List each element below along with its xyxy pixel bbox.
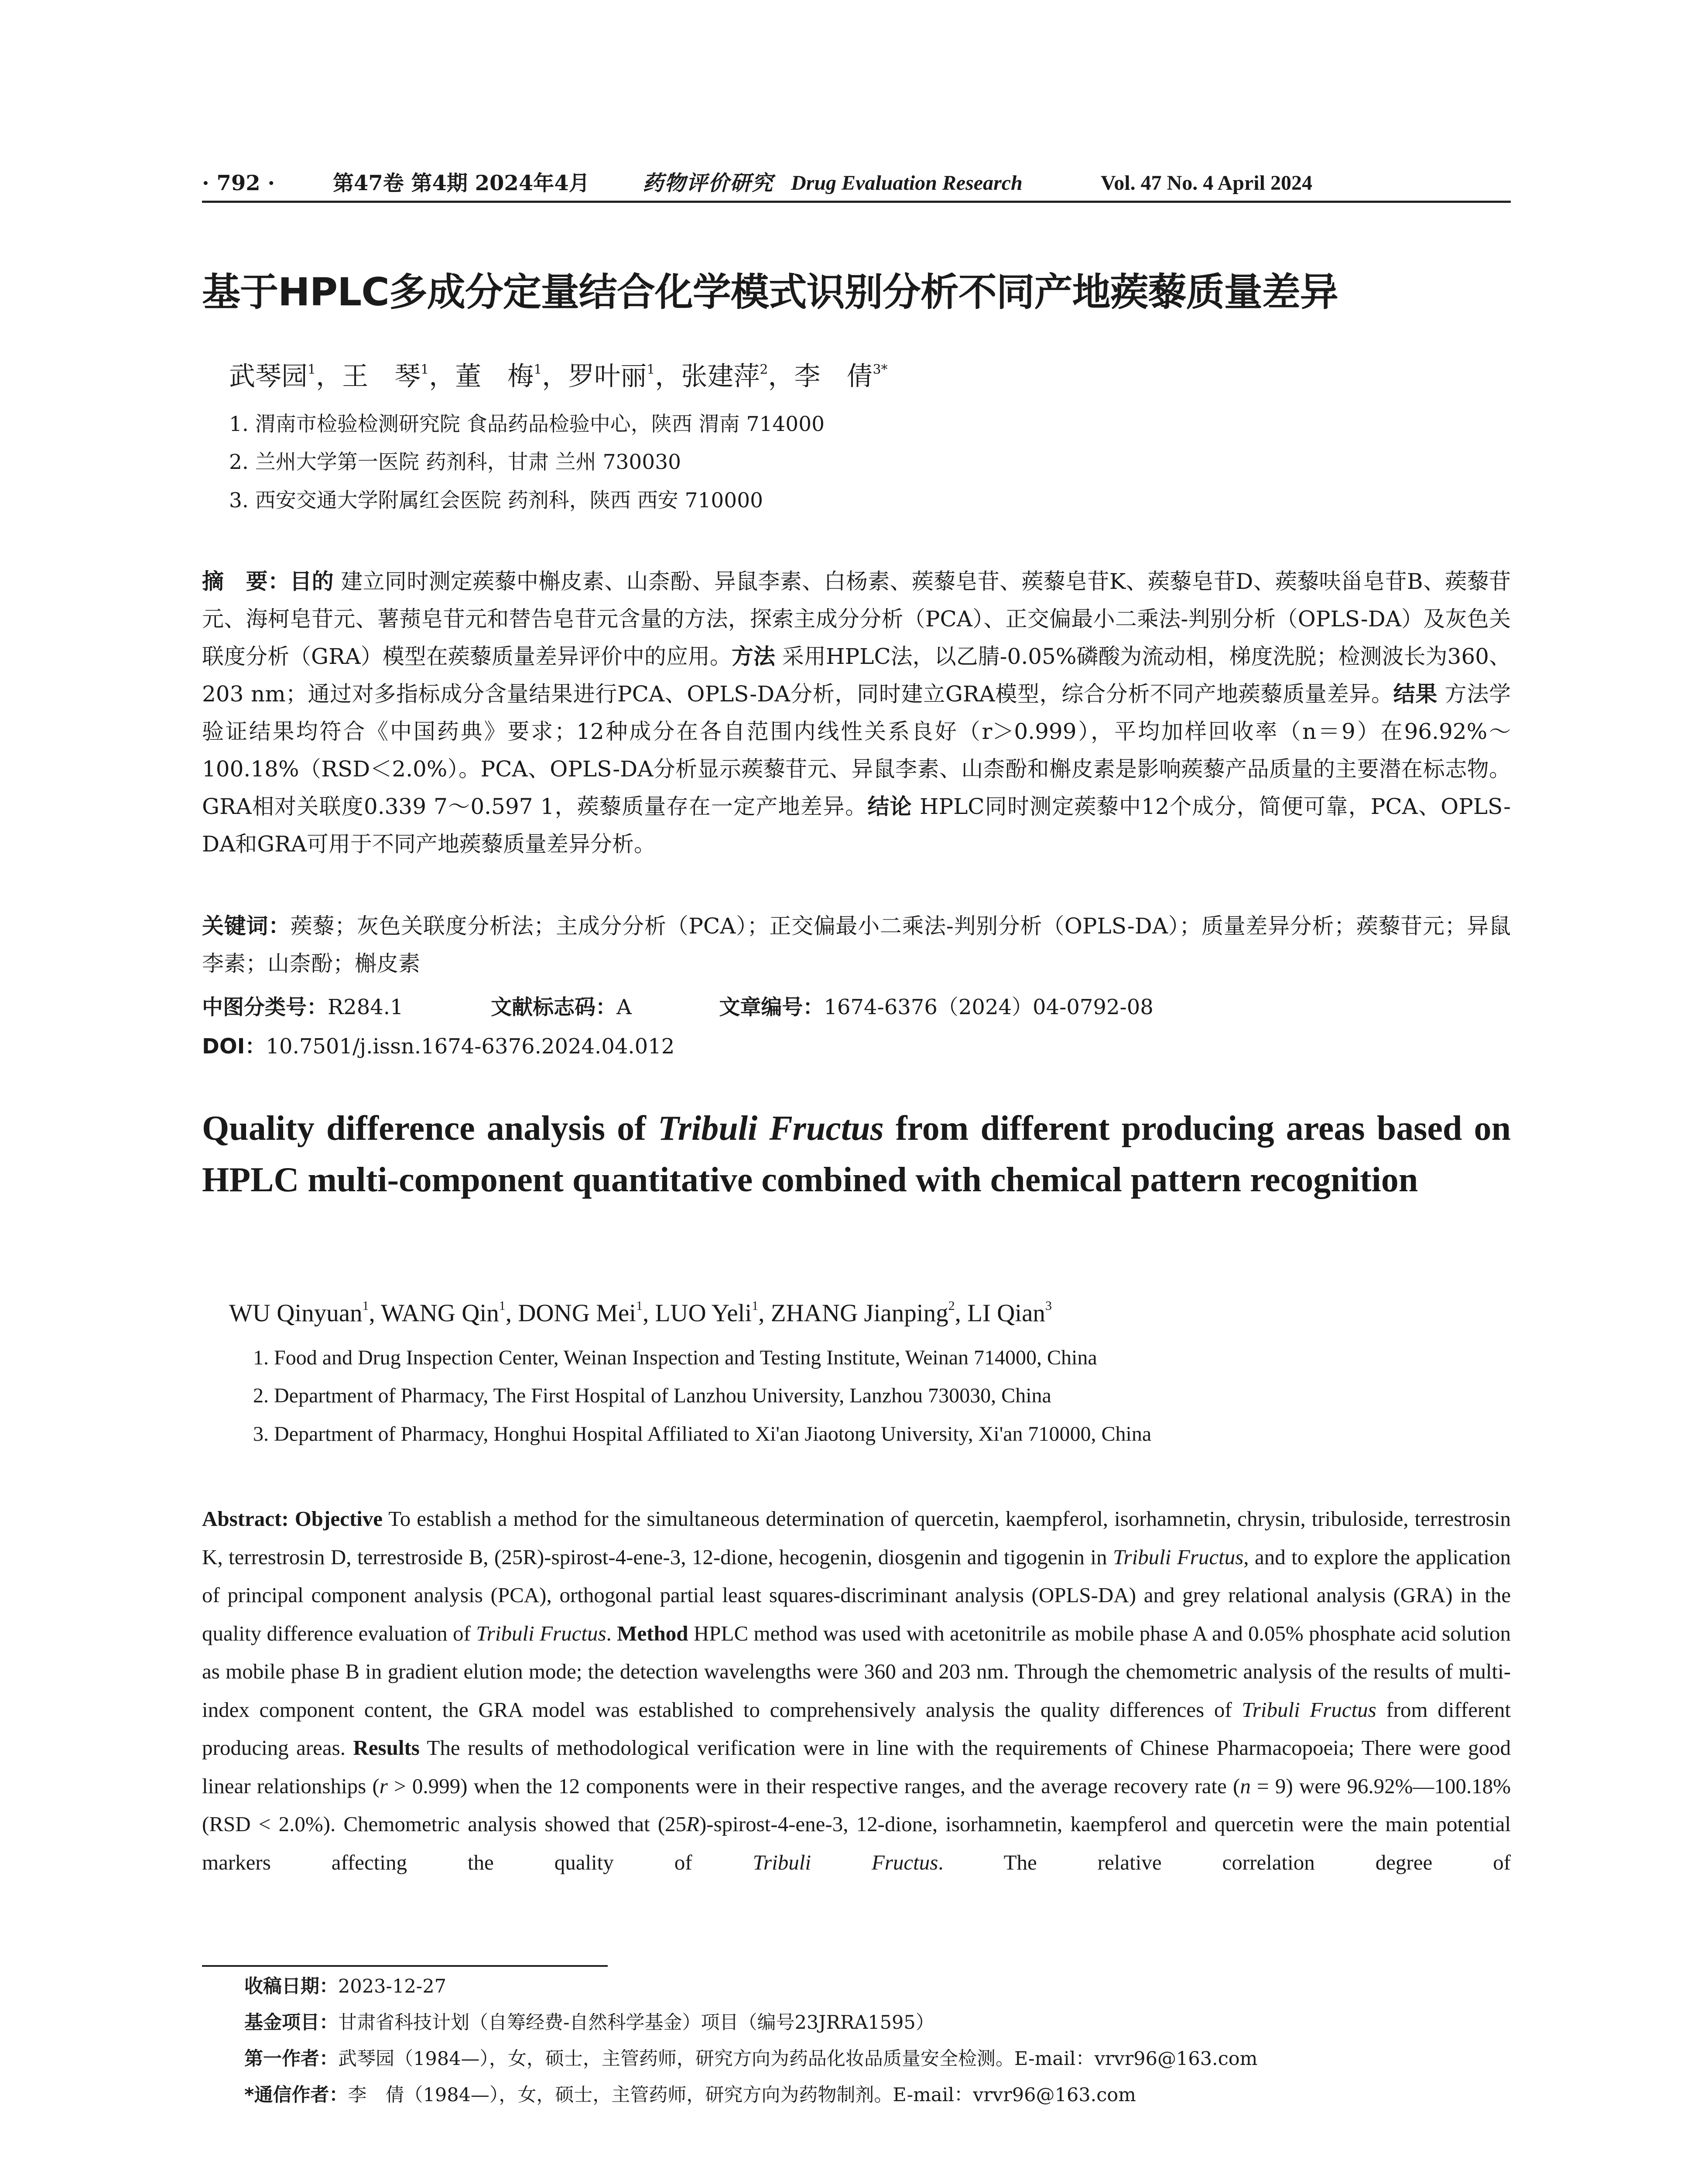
- issue-en: Vol. 47 No. 4 April 2024: [1101, 171, 1312, 195]
- author-affil-sup: 1: [534, 362, 542, 377]
- footnote-label: 第一作者：: [244, 2048, 338, 2070]
- authors-en: [229, 1299, 1052, 1327]
- footnote-text: 李 倩（1984—），女，硕士，主管药师，研究方向为药物制剂。E-mail：vrvr96@163.com: [348, 2084, 1136, 2106]
- author-sep: ，: [768, 361, 794, 392]
- article-no-value: 1674-6376（2024）04-0792-08: [824, 995, 1153, 1019]
- abstract-en-text: , and to explore the application of principal component analysis (PCA), orthogonal partial least squares-discriminant analysis (OPLS-DA) and grey relational analysis (GRA) in the quality difference evaluation of: [202, 1545, 1511, 1645]
- footnote-text: 甘肃省科技计划（自筹经费-自然科学基金）项目（编号23JRRA1595）: [338, 2012, 934, 2034]
- result-text: 方法学验证结果均符合《中国药典》要求；12种成分在各自范围内线性关系良好（r＞0.999），平均加样回收率（n＝9）在96.92%～100.18%（RSD＜2.0%）。PCA、OPLS-DA分析显示蒺藜苷元、异鼠李素、山柰酚和槲皮素是影响蒺藜产品质量的主要潜在标志物。GRA相对关联度0.339 7～0.597 1，蒺藜质量存在一定产地差异。: [202, 681, 1511, 819]
- author-affil-sup: 1: [647, 362, 655, 377]
- abstract-en-label: Abstract:: [202, 1507, 289, 1531]
- author-sep: ,: [369, 1299, 381, 1327]
- results-en-label: Results: [353, 1736, 420, 1760]
- author-sep: ,: [955, 1299, 968, 1327]
- doi-line: [202, 1029, 674, 1060]
- doi-label: DOI：: [202, 1034, 266, 1059]
- abstract-en-text: . The relative correlation degree of: [938, 1850, 1511, 1874]
- abstract-en-text: )-spirost-4-ene-3, 12-dione, isorhamnetin, kaempferol and quercetin were the main potential markers affecting the quality of: [202, 1812, 1511, 1874]
- author-sep: ，: [316, 361, 342, 392]
- footnote-label: *通信作者：: [244, 2084, 348, 2106]
- abstract-en-text: = 9) were 96.92%—100.18% (RSD < 2.0%). Chemometric analysis showed that (25: [202, 1774, 1511, 1836]
- author-affil-sup: 2: [948, 1299, 955, 1313]
- symbol-R: R: [686, 1812, 699, 1836]
- keywords-text: 蒺藜；灰色关联度分析法；主成分分析（PCA）；正交偏最小二乘法-判别分析（OPLS-DA）；质量差异分析；蒺藜苷元；异鼠李素；山柰酚；槲皮素: [202, 913, 1511, 976]
- keywords-cn: [202, 907, 1511, 982]
- affiliation-en-1: 1. Food and Drug Inspection Center, Weinan Inspection and Testing Institute, Weinan 714000, China: [253, 1346, 1097, 1369]
- author-affil-sup: 2: [760, 362, 768, 377]
- author-cn: 武琴园: [229, 361, 308, 392]
- symbol-r: r: [379, 1774, 388, 1798]
- abstract-en-text: The results of methodological verification were in line with the requirements of Chinese Pharmacopoeia; There were good linear relationships (: [202, 1736, 1511, 1798]
- footnote-label: 基金项目：: [244, 2012, 338, 2034]
- author-cn: 李 倩: [794, 361, 873, 392]
- author-affil-sup: 1: [308, 362, 316, 377]
- affiliation-cn-3: 3. 西安交通大学附属红会医院 药剂科，陕西 西安 710000: [229, 489, 763, 513]
- doc-code-value: A: [616, 995, 632, 1019]
- author-en: ZHANG Jianping: [770, 1299, 948, 1327]
- author-sep: ，: [542, 361, 568, 392]
- objective-text: 建立同时测定蒺藜中槲皮素、山柰酚、异鼠李素、白杨素、蒺藜皂苷、蒺藜皂苷K、蒺藜皂苷D、蒺藜呋甾皂苷B、蒺藜苷元、海柯皂苷元、薯蓣皂苷元和替告皂苷元含量的方法，探索主成分分析（PCA）、正交偏最小二乘法-判别分析（OPLS-DA）及灰色关联度分析（GRA）模型在蒺藜质量差异评价中的应用。: [202, 569, 1511, 669]
- affiliation-en-3: 3. Department of Pharmacy, Honghui Hospital Affiliated to Xi'an Jiaotong University, Xi'an 710000, China: [253, 1422, 1152, 1446]
- author-cn: 张建萍: [681, 361, 760, 392]
- affiliation-cn-1: 1. 渭南市检验检测研究院 食品药品检验中心，陕西 渭南 714000: [229, 412, 825, 436]
- footnote-label: 收稿日期：: [244, 1976, 338, 1997]
- running-header: [202, 168, 1511, 203]
- footnote-fund: [244, 2008, 934, 2034]
- abstract-en-text: HPLC method was used with acetonitrile as mobile phase A and 0.05% phosphate acid solution as mobile phase B in gradient elution mode; the detection wavelengths were 360 and 203 nm. Through the chemometric analysis of the results of multi-index component content, the GRA model was established to comprehensively analysis the quality differences of: [202, 1621, 1511, 1722]
- clc-label: 中图分类号：: [202, 995, 328, 1019]
- footnote-text: 2023-12-27: [338, 1976, 446, 1997]
- abstract-en-text: To establish a method for the simultaneous determination of quercetin, kaempferol, isorhamnetin, chrysin, tribuloside, terrestrosin K, terrestrosin D, terrestroside B, (25R)-spirost-4-ene-3, 12-dione, hecogenin, diosgenin and tigogenin in: [202, 1507, 1511, 1569]
- footnote-text: 武琴园（1984—），女，硕士，主管药师，研究方向为药品化妆品质量安全检测。E-mail：vrvr96@163.com: [338, 2048, 1258, 2070]
- author-cn: 王 琴: [342, 361, 421, 392]
- footnote-corresponding: [244, 2080, 1136, 2107]
- objective-en-label: Objective: [294, 1507, 383, 1531]
- doi-value: 10.7501/j.issn.1674-6376.2024.04.012: [266, 1034, 675, 1059]
- affiliation-en-2: 2. Department of Pharmacy, The First Hospital of Lanzhou University, Lanzhou 730030, China: [253, 1384, 1051, 1407]
- author-affil-sup: 1: [636, 1299, 643, 1313]
- author-affil-sup: 1: [752, 1299, 759, 1313]
- method-text: 采用HPLC法，以乙腈-0.05%磷酸为流动相，梯度洗脱；检测波长为360、203 nm；通过对多指标成分含量结果进行PCA、OPLS-DA分析，同时建立GRA模型，综合分析不同产地蒺藜质量差异。: [202, 644, 1511, 707]
- objective-label: 目的: [290, 569, 334, 594]
- author-en: LI Qian: [967, 1299, 1045, 1327]
- author-cn: 董 梅: [455, 361, 534, 392]
- author-sep: ,: [505, 1299, 518, 1327]
- author-affil-sup: 3: [1045, 1299, 1052, 1313]
- abstract-en-text: > 0.999) when the 12 components were in their respective ranges, and the average recovery rate (: [387, 1774, 1240, 1798]
- classification-line: [202, 990, 1153, 1020]
- conclusion-text: HPLC同时测定蒺藜中12个成分，简便可靠，PCA、OPLS-DA和GRA可用于不同产地蒺藜质量差异分析。: [202, 794, 1511, 857]
- author-en: LUO Yeli: [655, 1299, 752, 1327]
- title-en-part: Quality difference analysis of: [202, 1109, 658, 1148]
- title-en-part: from different producing areas based on HPLC multi-component quantitative combined with chemical pattern recognition: [202, 1109, 1511, 1199]
- author-en: DONG Mei: [518, 1299, 636, 1327]
- title-en-italic: Tribuli Fructus: [658, 1109, 884, 1148]
- abstract-en-text: .: [606, 1621, 612, 1645]
- abstract-en: [202, 1500, 1511, 1881]
- author-en: WANG Qin: [381, 1299, 499, 1327]
- method-en-label: Method: [617, 1621, 688, 1645]
- author-affil-sup: 1: [499, 1299, 506, 1313]
- author-sep: ,: [642, 1299, 655, 1327]
- issue-cn: 第47卷 第4期 2024年4月: [333, 171, 590, 195]
- author-affil-sup: 1: [421, 362, 429, 377]
- author-sep: ,: [758, 1299, 771, 1327]
- title-en: [202, 1103, 1511, 1206]
- page-number: · 792 ·: [202, 171, 275, 195]
- doc-code-label: 文献标志码：: [491, 995, 617, 1019]
- authors-cn: [229, 356, 888, 393]
- keywords-label: 关键词：: [202, 913, 291, 939]
- conclusion-label: 结论: [867, 794, 912, 819]
- species-name: Tribuli Fructus: [753, 1850, 938, 1874]
- symbol-n: n: [1240, 1774, 1251, 1798]
- footnote-received: [244, 1972, 446, 1998]
- journal-name-cn: 药物评价研究: [643, 171, 774, 195]
- author-cn: 罗叶丽: [568, 361, 647, 392]
- article-no-label: 文章编号：: [719, 995, 824, 1019]
- author-sep: ，: [655, 361, 681, 392]
- method-label: 方法: [731, 644, 775, 669]
- clc-value: R284.1: [328, 995, 404, 1019]
- author-affil-sup: 1: [362, 1299, 369, 1313]
- author-en: WU Qinyuan: [229, 1299, 363, 1327]
- title-cn: 基于HPLC多成分定量结合化学模式识别分析不同产地蒺藜质量差异: [202, 270, 1338, 315]
- journal-name-en: Drug Evaluation Research: [791, 171, 1023, 195]
- result-label: 结果: [1393, 681, 1438, 707]
- abstract-en-text: from different producing areas.: [202, 1697, 1511, 1760]
- abstract-cn-label: 摘 要：: [202, 569, 290, 594]
- species-name: Tribuli Fructus: [1112, 1545, 1244, 1569]
- author-affil-sup: 3*: [873, 362, 888, 377]
- affiliation-cn-2: 2. 兰州大学第一医院 药剂科，甘肃 兰州 730030: [229, 450, 681, 474]
- species-name: Tribuli Fructus: [1242, 1697, 1376, 1722]
- species-name: Tribuli Fructus: [476, 1621, 606, 1645]
- footnote-first-author: [244, 2044, 1257, 2071]
- abstract-cn: [202, 563, 1511, 863]
- footnote-divider: [202, 1965, 608, 1967]
- author-sep: ，: [429, 361, 455, 392]
